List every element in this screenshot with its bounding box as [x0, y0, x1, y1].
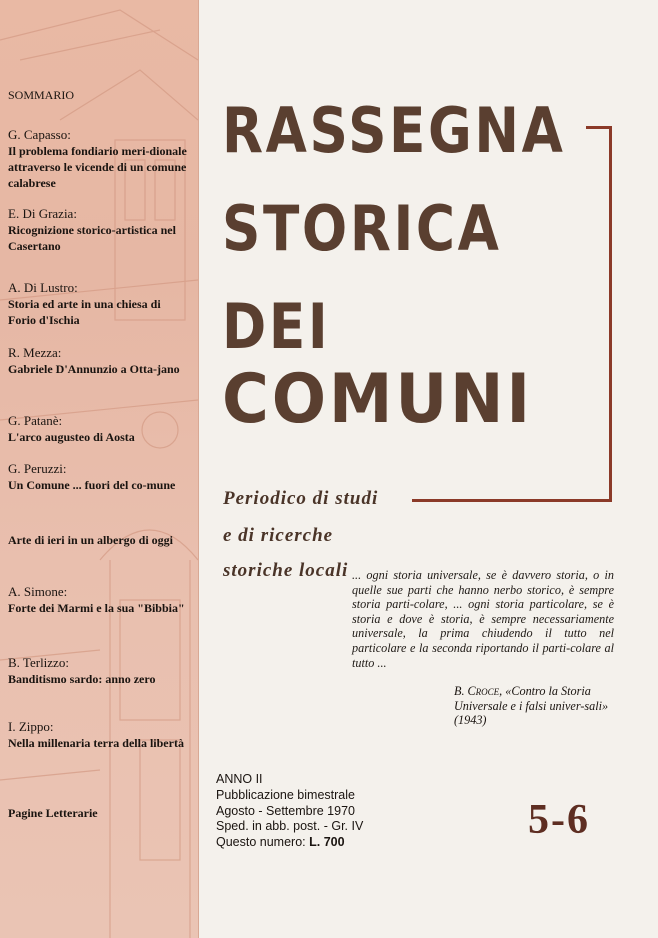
publication-info — [216, 772, 363, 851]
subtitle-line-1: Periodico di studi — [223, 488, 379, 509]
price-line — [216, 835, 363, 851]
postal-info: Sped. in abb. post. - Gr. IV — [216, 819, 364, 834]
toc-entry — [8, 412, 188, 445]
price-label: Questo numero: — [216, 835, 306, 850]
toc-author: G. Peruzzi: — [8, 461, 67, 476]
quote-citation: B. Croce, «Contro la Storia Universale e i falsi univer-sali» (1943) — [454, 684, 609, 727]
issue-number: 5-6 — [528, 797, 590, 843]
period: Agosto - Settembre 1970 — [216, 803, 355, 818]
frequency: Pubblicazione bimestrale — [216, 787, 355, 802]
toc-entry — [8, 279, 188, 328]
quote-text: ... ogni storia universale, se è davvero storia, o in quelle sue parti che hanno nerbo storico, è sempre storia parti-colare, ... ogni storia particolare, se è storia e dove è storia, è sempre necessariamente universale, la prima chiudendo il tutto nel particolare e la seconda riportando il parti-colare al tutto ... — [352, 568, 614, 670]
quote-source: «Contro la Storia Universale e i falsi univer-sali» (1943) — [454, 684, 609, 727]
masthead-bracket-bottom — [412, 499, 612, 502]
toc-author: R. Mezza: — [8, 345, 62, 360]
toc-title: Nella millenaria terra della libertà — [8, 736, 184, 750]
toc-entry — [8, 532, 188, 548]
quote-author: B. Croce — [454, 684, 500, 698]
toc-title: Gabriele D'Annunzio a Otta-jano — [8, 362, 180, 376]
toc-author: A. Simone: — [8, 584, 68, 599]
sommario-heading: SOMMARIO — [8, 88, 75, 102]
toc-title: Ricognizione storico-artistica nel Casertano — [8, 223, 176, 253]
toc-entry — [8, 205, 188, 254]
toc-author: B. Terlizzo: — [8, 655, 69, 670]
table-of-contents-sidebar — [0, 0, 199, 938]
toc-title: Un Comune ... fuori del co-mune — [8, 478, 176, 492]
toc-entry — [8, 126, 188, 191]
toc-title: Forte dei Marmi e la sua "Bibbia" — [8, 601, 185, 615]
subtitle-line-3: storiche locali — [223, 560, 349, 581]
anno: ANNO II — [216, 772, 263, 786]
price-value: L. 700 — [309, 835, 345, 850]
toc-title: Arte di ieri in un albergo di oggi — [8, 533, 173, 547]
toc-author: E. Di Grazia: — [8, 206, 77, 221]
masthead-line-2: STORICA — [222, 192, 502, 265]
toc-title: L'arco augusteo di Aosta — [8, 430, 135, 444]
toc-author: A. Di Lustro: — [8, 280, 78, 295]
masthead-line-3: DEI — [222, 290, 331, 363]
masthead-bracket-side — [609, 126, 612, 502]
toc-entry — [8, 460, 188, 493]
toc-title: Pagine Letterarie — [8, 806, 98, 820]
toc-entry — [8, 718, 188, 751]
toc-entry — [8, 344, 188, 377]
toc-title: Storia ed arte in una chiesa di Forio d'Ischia — [8, 297, 161, 327]
toc-author: G. Capasso: — [8, 127, 71, 142]
subtitle-line-2: e di ricerche — [223, 525, 334, 546]
masthead-line-4: COMUNI — [222, 360, 533, 439]
toc-entry — [8, 805, 188, 821]
toc-author: I. Zippo: — [8, 719, 54, 734]
toc-entry — [8, 654, 188, 687]
masthead-line-1: RASSEGNA — [222, 94, 566, 167]
toc-author: G. Patanè: — [8, 413, 63, 428]
croce-quote — [352, 568, 614, 670]
toc-title: Banditismo sardo: anno zero — [8, 672, 156, 686]
toc-entry — [8, 583, 188, 616]
toc-title: Il problema fondiario meri-dionale attraverso le vicende di un comune calabrese — [8, 144, 187, 190]
